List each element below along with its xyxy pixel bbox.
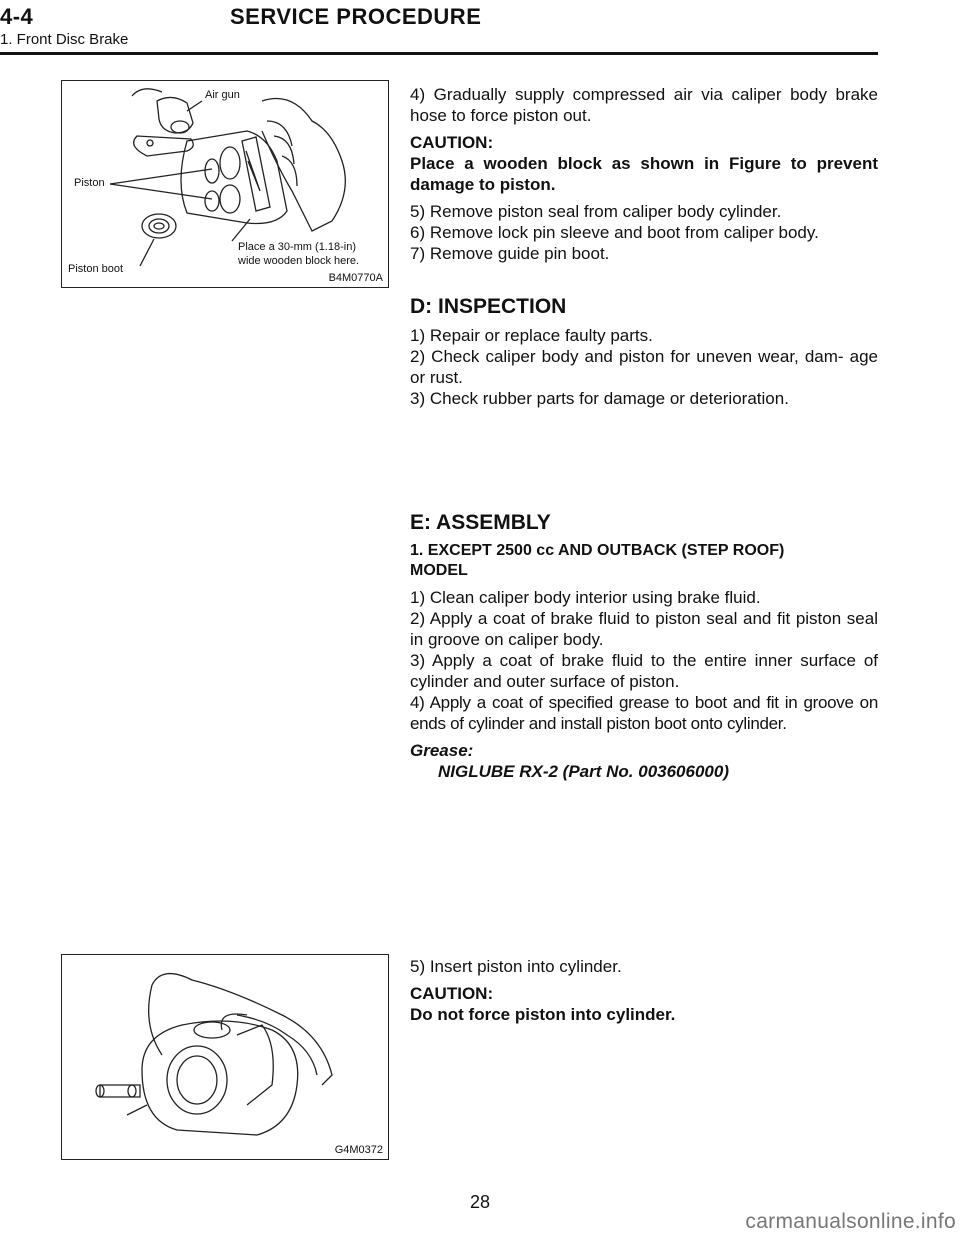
page-title: SERVICE PROCEDURE xyxy=(230,4,482,29)
page-subtitle: 1. Front Disc Brake xyxy=(0,31,129,48)
caution-text: Place a wooden block as shown in Figure to prevent damage to piston. xyxy=(410,154,878,194)
grease-heading: Grease: xyxy=(410,741,474,760)
assembly-step-2: 2) Apply a coat of brake fluid to piston seal and fit piston seal in groove on caliper body. xyxy=(410,609,878,649)
header-rule xyxy=(0,52,878,55)
label-air-gun: Air gun xyxy=(205,89,240,101)
caution-heading-2: CAUTION: xyxy=(410,984,494,1003)
inspection-step-1: 1) Repair or replace faulty parts. xyxy=(410,326,653,345)
step-7-text: 7) Remove guide pin boot. xyxy=(410,244,610,263)
caution-heading: CAUTION: xyxy=(410,133,494,152)
inspection-heading: D: INSPECTION xyxy=(410,295,567,318)
grease-value: NIGLUBE RX-2 (Part No. 003606000) xyxy=(438,762,729,781)
assembly-subheading-line2: MODEL xyxy=(410,562,468,579)
watermark: carmanualsonline.info xyxy=(745,1210,956,1233)
figure-piston-removal xyxy=(61,80,389,288)
inspection-section xyxy=(410,296,878,409)
caution-text-2: Do not force piston into cylinder. xyxy=(410,1005,676,1024)
label-piston-boot: Piston boot xyxy=(68,263,124,275)
assembly-step-3: 3) Apply a coat of brake fluid to the entire inner surface of cylinder and outer surface of piston. xyxy=(410,651,878,691)
figure-code: B4M0770A xyxy=(328,272,383,284)
step-4-text: 4) Gradually supply compressed air via caliper body brake hose to force piston out. xyxy=(410,85,878,125)
step-6-text: 6) Remove lock pin sleeve and boot from caliper body. xyxy=(410,223,819,242)
inspection-step-3: 3) Check rubber parts for damage or deterioration. xyxy=(410,389,789,408)
piston-insertion-illustration xyxy=(62,955,388,1159)
assembly-section xyxy=(410,512,878,782)
figure-piston-insertion xyxy=(61,954,389,1160)
insertion-steps xyxy=(410,956,878,1025)
assembly-step-4: 4) Apply a coat of specified grease to boot and fit in groove on ends of cylinder and install piston boot onto cylinder. xyxy=(410,693,878,733)
removal-steps xyxy=(410,84,878,264)
assembly-subheading-line1: 1. EXCEPT 2500 cc AND OUTBACK (STEP ROOF) xyxy=(410,542,785,559)
page-number: 28 xyxy=(469,1192,491,1212)
section-number: 4-4 xyxy=(0,4,34,29)
assembly-step-1: 1) Clean caliper body interior using brake fluid. xyxy=(410,588,761,607)
step-5-insert-text: 5) Insert piston into cylinder. xyxy=(410,957,622,976)
step-5-text: 5) Remove piston seal from caliper body cylinder. xyxy=(410,202,782,221)
assembly-heading: E: ASSEMBLY xyxy=(410,511,551,534)
label-block-line2: wide wooden block here. xyxy=(238,255,360,267)
figure-code: G4M0372 xyxy=(334,1144,383,1156)
inspection-step-2: 2) Check caliper body and piston for uneven wear, dam- age or rust. xyxy=(410,347,878,387)
label-piston: Piston xyxy=(74,177,105,189)
label-block-line1: Place a 30-mm (1.18-in) xyxy=(238,241,356,253)
